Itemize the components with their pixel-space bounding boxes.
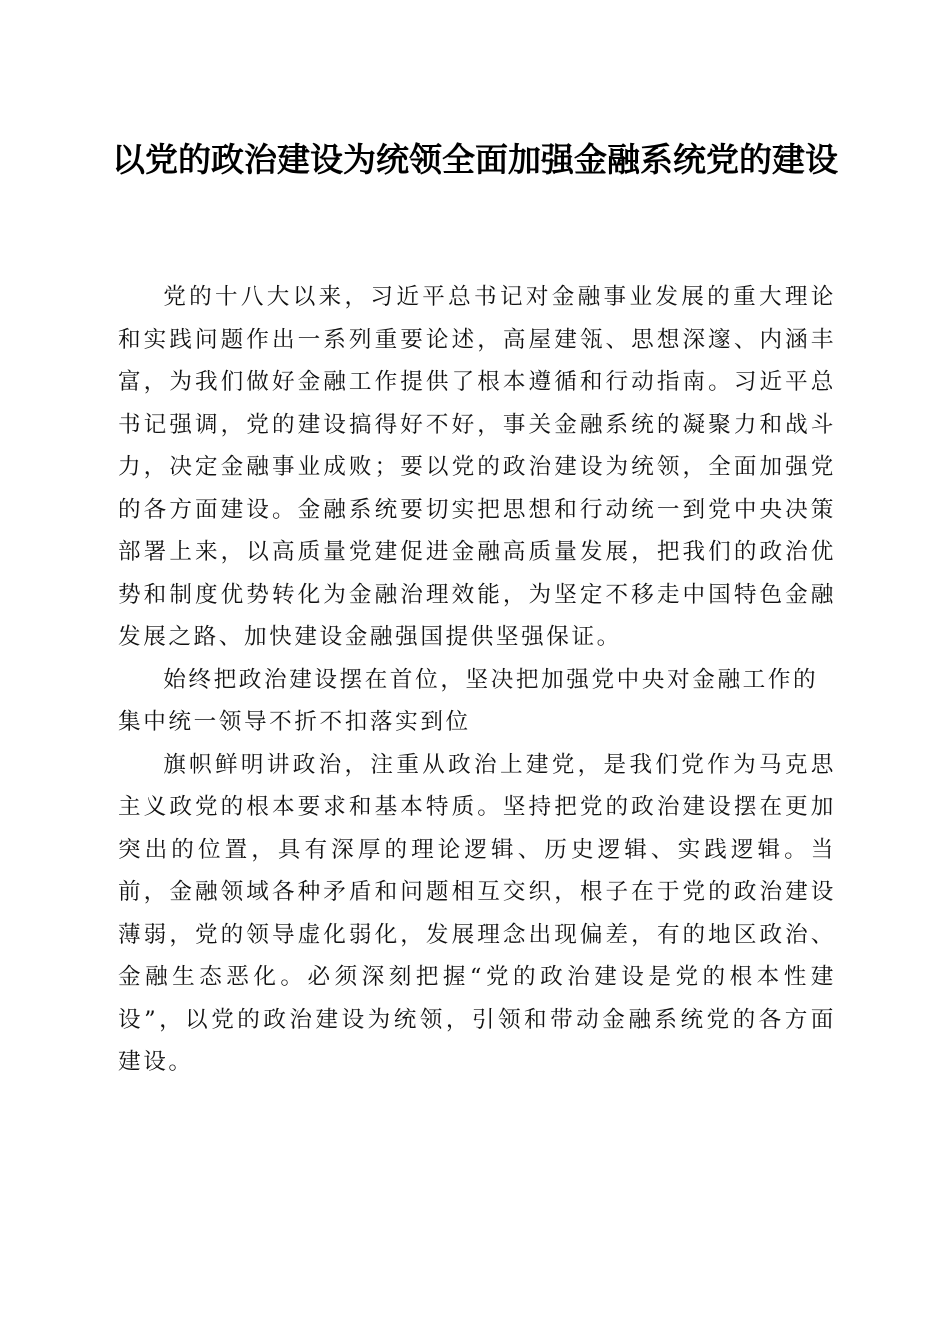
paragraph-political-building: 旗帜鲜明讲政治，注重从政治上建党，是我们党作为马克思主义政党的根本要求和基本特质。坚持把党的政治建设摆在更加突出的位置，具有深厚的理论逻辑、历史逻辑、实践逻辑。当前，金融领域各种矛盾和问题相互交织，根子在于党的政治建设薄弱，党的领导虚化弱化，发展理念出现偏差，有的地区政治、金融生态恶化。必须深刻把握“党的政治建设是党的根本性建设”，以党的政治建设为统领，引领和带动金融系统党的各方面建设。 — [118, 751, 836, 1075]
section-heading: 始终把政治建设摆在首位，坚决把加强党中央对金融工作的集中统一领导不折不扣落实到位 — [118, 666, 819, 735]
paragraph-intro: 党的十八大以来，习近平总书记对金融事业发展的重大理论和实践问题作出一系列重要论述，高屋建瓴、思想深邃、内涵丰富，为我们做好金融工作提供了根本遵循和行动指南。习近平总书记强调，党的建设搞得好不好，事关金融系统的凝聚力和战斗力，决定金融事业成败；要以党的政治建设为统领，全面加强党的各方面建设。金融系统要切实把思想和行动统一到党中央决策部署上来，以高质量党建促进金融高质量发展，把我们的政治优势和制度优势转化为金融治理效能，为坚定不移走中国特色金融发展之路、加快建设金融强国提供坚强保证。 — [118, 284, 836, 650]
document-body — [118, 276, 836, 1084]
document-title: 以党的政治建设为统领全面加强金融系统党的建设 — [112, 140, 838, 179]
